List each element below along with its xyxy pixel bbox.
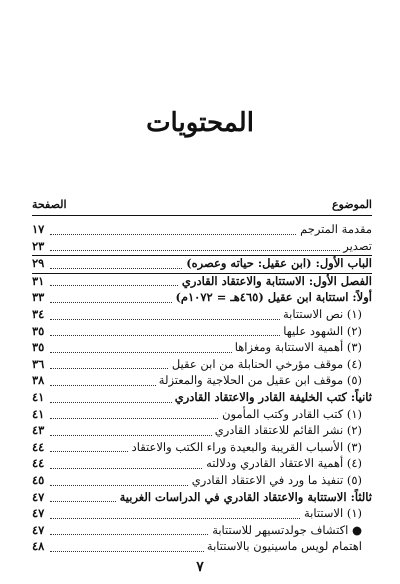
toc-entry xyxy=(32,373,372,390)
toc-entry xyxy=(32,390,372,407)
toc-entry-title: (٥) تنفيذ ما ورد في الاعتقاد القادري xyxy=(189,473,362,487)
toc-entry xyxy=(32,456,372,473)
toc-entry-page: ٤٧ xyxy=(32,490,47,504)
toc-entry-title: مقدمة المترجم xyxy=(297,222,372,236)
toc-entry-title: (١) نص الاستتابة xyxy=(280,307,362,321)
page-title: المحتويات xyxy=(146,108,254,138)
toc-entry xyxy=(32,290,372,307)
toc-entry xyxy=(32,357,372,374)
toc-entry-title: (١) كتب القادر وكتب المأمون xyxy=(219,407,362,421)
toc-entry-title: الفصل الأول: الاستتابة والاعتقاد القادري xyxy=(179,274,372,288)
toc-entry-page: ٣٦ xyxy=(32,357,47,371)
toc-entry-page: ٣٥ xyxy=(32,324,47,338)
toc-entry xyxy=(32,274,372,291)
toc-entry xyxy=(32,473,372,490)
toc-entry xyxy=(32,340,372,357)
toc-entry xyxy=(32,506,372,523)
subject-column-header: الموضوع xyxy=(331,198,372,211)
toc-entry xyxy=(32,523,372,540)
toc-entry-title: (٢) الشهود عليها xyxy=(280,324,362,338)
table-of-contents xyxy=(32,222,372,556)
toc-entry-page: ٤٤ xyxy=(32,456,47,470)
toc-entry-page: ٤٤ xyxy=(32,440,47,454)
toc-entry-title: ● اكتشاف جولدتسيهر للاستتابة xyxy=(209,523,362,537)
toc-entry-title: (٥) موقف ابن عقيل من الحلاجية والمعتزلة xyxy=(156,373,362,387)
toc-entry-page: ٣١ xyxy=(32,274,47,288)
toc-entry xyxy=(32,490,372,507)
toc-entry-title: أولاً: استتابة ابن عقيل (٤٦٥هـ = ١٠٧٢م) xyxy=(172,290,372,304)
toc-entry-title: ثانياً: كتب الخليفة القادر والاعتقاد القادري xyxy=(172,390,372,404)
toc-entry-page: ٢٣ xyxy=(32,239,47,253)
toc-entry-title: اهتمام لويس ماسينيون بالاستتابة xyxy=(204,539,362,553)
toc-entry-page: ٣٣ xyxy=(32,290,47,304)
toc-entry xyxy=(32,239,372,257)
toc-entry xyxy=(32,324,372,341)
toc-entry-page: ٤٧ xyxy=(32,523,47,537)
toc-entry-title: ثالثاً: الاستتابة والاعتقاد القادري في الدراسات الغربية xyxy=(117,490,372,504)
toc-entry xyxy=(32,539,372,556)
toc-entry-page: ١٧ xyxy=(32,222,47,236)
toc-entry-page: ٤٧ xyxy=(32,506,47,520)
toc-entry-title: (٤) موقف مؤرخي الحنابلة من ابن عقيل xyxy=(169,357,362,371)
toc-entry xyxy=(32,407,372,424)
toc-header xyxy=(32,198,372,214)
toc-entry-page: ٣٥ xyxy=(32,340,47,354)
toc-entry-page: ٤١ xyxy=(32,390,47,404)
header-rule xyxy=(32,215,372,216)
toc-entry xyxy=(32,307,372,324)
toc-entry-title: (٣) الأسباب القريبة والبعيدة وراء الكتب والاعتقاد xyxy=(129,440,362,454)
toc-entry-title: (٤) أهمية الاعتقاد القادري ودلالته xyxy=(203,456,362,470)
toc-entry-title: (٣) أهمية الاستتابة ومغزاها xyxy=(232,340,362,354)
toc-entry-page: ٢٩ xyxy=(32,256,47,270)
toc-entry-title: (٢) نشر القائم للاعتقاد القادري xyxy=(212,423,362,437)
toc-entry xyxy=(32,440,372,457)
toc-entry-page: ٤٨ xyxy=(32,539,47,553)
toc-entry-page: ٤٥ xyxy=(32,473,47,487)
toc-entry xyxy=(32,256,372,274)
page-column-header: الصفحة xyxy=(32,198,67,211)
toc-entry-page: ٣٨ xyxy=(32,373,47,387)
page-number: ٧ xyxy=(196,559,204,575)
dot-leader xyxy=(50,250,358,251)
toc-entry xyxy=(32,423,372,440)
toc-entry-page: ٤٣ xyxy=(32,423,47,437)
toc-entry-page: ٤١ xyxy=(32,407,47,421)
toc-entry xyxy=(32,222,372,239)
toc-entry-title: (١) الاستتابة xyxy=(301,506,362,520)
toc-entry-title: الباب الأول: (ابن عقيل: حياته وعصره) xyxy=(183,256,372,270)
toc-entry-page: ٣٤ xyxy=(32,307,47,321)
toc-entry-title: تصدير xyxy=(340,239,372,253)
